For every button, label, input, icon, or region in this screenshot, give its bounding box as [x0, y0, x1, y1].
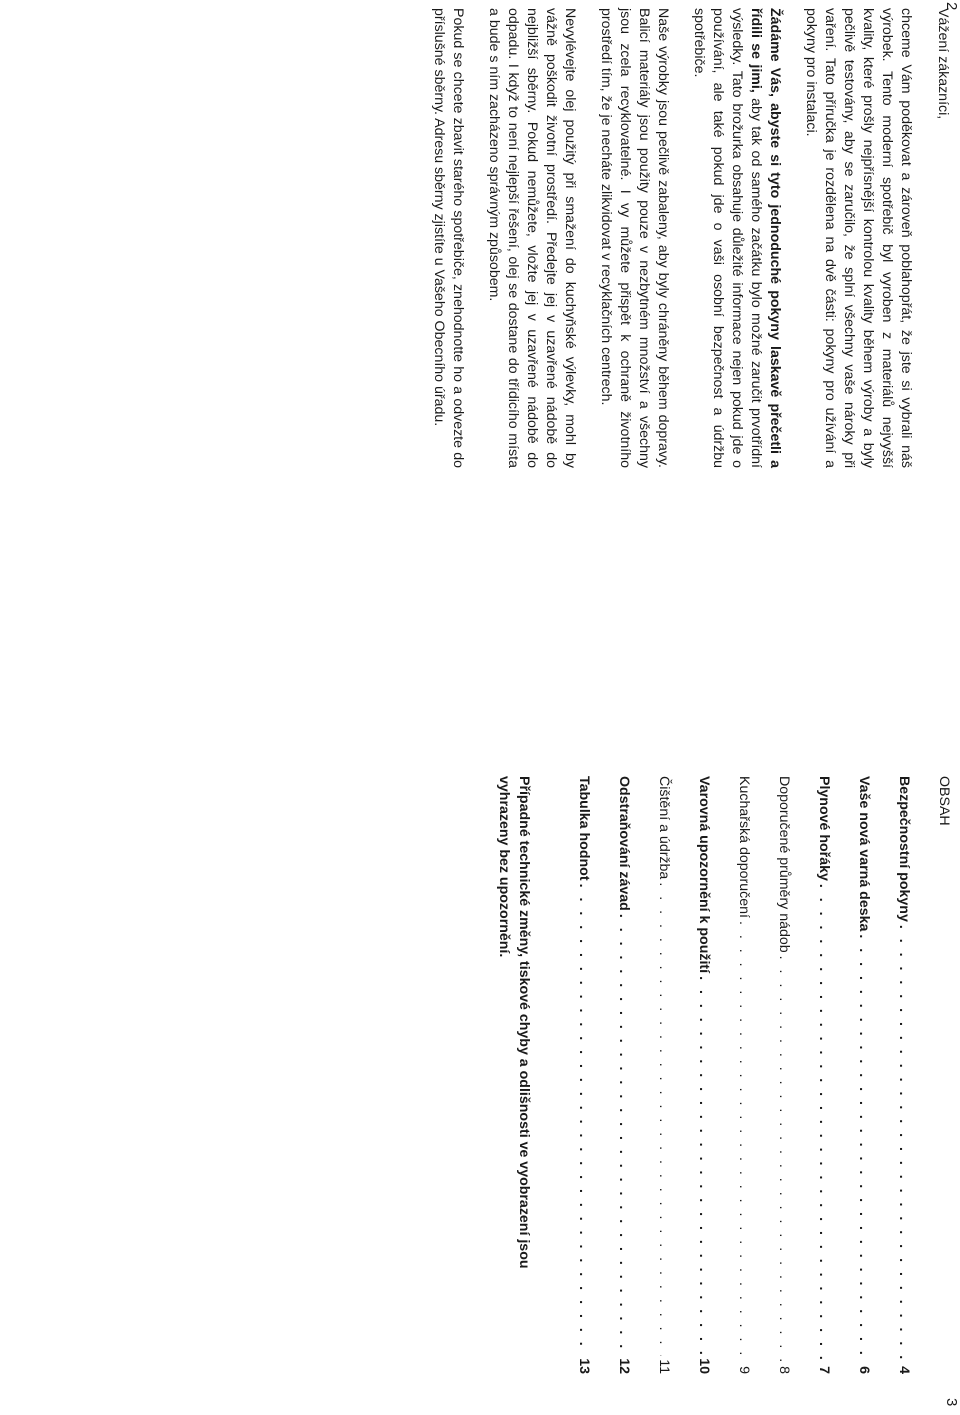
toc-entry-title: Bezpečnostní pokyny — [896, 776, 912, 922]
toc-entry-title: Plynové hořáky — [816, 776, 832, 881]
contents-column — [494, 776, 952, 1374]
toc-entry-title: Varovná upozornění k použití — [696, 776, 712, 974]
disclaimer-note: Případné technické změny, tiskové chyby a odlišnosti ve vyobrazení jsou vyhrazeny bez upozornění. — [496, 776, 532, 1269]
toc-leader-dots — [654, 882, 673, 1356]
toc-entry — [614, 776, 633, 1374]
toc-entry-page: 10 — [696, 1358, 712, 1374]
instructions-bold-text: Žádáme Vás, abyste si tyto jednoduché pokyny laskavě přečetli a řídili se jimi, — [748, 8, 783, 468]
oil-disposal-paragraph: Nevylévejte olej použitý při smažení do kuchyňské výlevky, mohl by vážně poškodit životní prostředí. Předejte jej v uzavřené nádobě do nejbližší sběrny. Pokud nemůžete, vložte jej v uzavřené nádobě do odpadu. I když to není nejlepší řešení, olej se dostane do třídicího místa a bude s ním zacházeno správným způsobem. — [486, 8, 578, 468]
toc-leader-dots — [734, 921, 753, 1363]
toc-entry-page: 12 — [616, 1358, 632, 1374]
toc-entry — [854, 776, 873, 1374]
toc-entry-title: Odstraňování závad — [616, 776, 632, 911]
page-number-left: 2 — [943, 2, 960, 11]
toc-entry-title: Kuchařská doporučení — [736, 776, 752, 918]
intro-paragraph: chceme Vám poděkovat a zároveň poblahopřát, že jste si vybrali náš výrobek. Tento moderní spotřebič byl vyroben z materiálů nejvyšší kvality, které prošly nejpřísnější kontrolou kvality během výroby a byly pečlivě testovány, aby se zaručilo, že splní všechny vaše nároky při vaření. Tato příručka je rozdělena na dvě části: pokyny pro užívání a pokyny pro instalaci. — [803, 8, 914, 468]
toc-entry-title: Čištění a údržba — [656, 776, 672, 880]
toc-leader-dots — [574, 884, 593, 1356]
toc-leader-dots — [614, 914, 633, 1355]
table-of-contents — [574, 776, 913, 1374]
toc-entry-page: 6 — [856, 1366, 872, 1374]
greeting: Vážení zákazníci, — [935, 8, 951, 120]
toc-entry — [774, 776, 793, 1374]
toc-entry-page: 9 — [736, 1366, 752, 1374]
toc-entry-page: 7 — [816, 1366, 832, 1374]
toc-entry — [574, 776, 593, 1374]
toc-entry — [694, 776, 713, 1374]
toc-entry-page: 13 — [576, 1358, 592, 1374]
letter-column — [412, 8, 952, 468]
toc-leader-dots — [694, 976, 713, 1355]
toc-entry-page: 4 — [896, 1366, 912, 1374]
toc-entry-title: Vaše nová varná deska — [856, 776, 872, 932]
page-number-right: 3 — [943, 1398, 960, 1407]
toc-entry-page: 8 — [776, 1366, 792, 1374]
toc-entry-title: Tabulka hodnot — [576, 776, 592, 881]
toc-heading: OBSAH — [936, 776, 952, 826]
toc-leader-dots — [894, 925, 913, 1363]
toc-entry — [654, 776, 673, 1374]
toc-leader-dots — [854, 934, 873, 1363]
toc-entry — [734, 776, 753, 1374]
packaging-paragraph: Naše výrobky jsou pečlivě zabaleny, aby byly chráněny během dopravy. Balicí materiály jsou použity pouze v nezbytném množství a všechny jsou zcela recyklovatelné. I vy můžete přispět k ochraně životního prostředí tím, že je necháte zlikvidovat v recyklačních centrech. — [598, 8, 671, 468]
appliance-disposal-paragraph: Pokud se chcete zbavit starého spotřebiče, znehodnotte ho a odvezte do příslušné sběrny. Adresu sběrny zjistíte u Vašeho Obecního úřadu. — [431, 8, 466, 468]
toc-entry — [814, 776, 833, 1374]
toc-leader-dots — [814, 884, 833, 1363]
toc-entry-page: 11 — [656, 1359, 672, 1374]
toc-entry-title: Doporučené průměry nádob — [776, 776, 792, 953]
instructions-paragraph — [689, 8, 784, 468]
toc-leader-dots — [774, 956, 793, 1363]
toc-entry — [894, 776, 913, 1374]
instructions-text: aby tak od samého začátku bylo možné zaručit prvotřídní výsledky. Tato brožurka obsahuje důležité informace nejen pokud jde o používání, ale také pokud jde o vaši osobní bezpečnost a údržbu spotřebiče. — [691, 8, 764, 468]
